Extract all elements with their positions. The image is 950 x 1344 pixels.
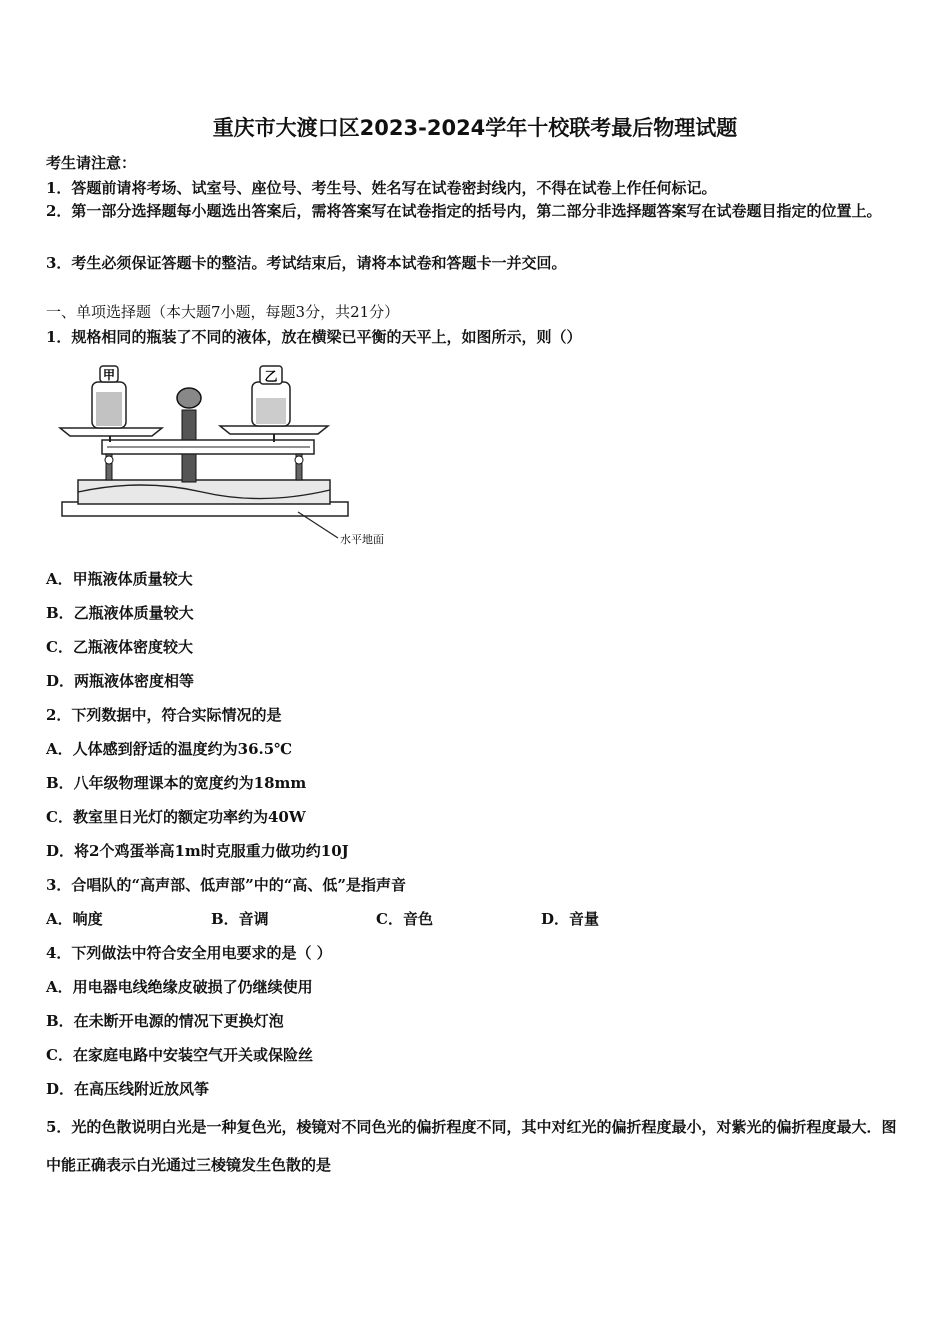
notice-item-1: 1．答题前请将考场、试室号、座位号、考生号、姓名写在试卷密封线内，不得在试卷上作任何标记。 <box>46 179 717 197</box>
balance-figure <box>52 360 402 552</box>
ground-label: 水平地面 <box>340 533 384 546</box>
q3-option-a: A．响度 <box>46 910 103 928</box>
q4-option-a: A．用电器电线绝缘皮破损了仍继续使用 <box>46 978 313 996</box>
notice-heading: 考生请注意： <box>46 154 137 172</box>
q3-option-d: D．音量 <box>541 910 600 928</box>
left-bottle-label: 甲 <box>102 368 116 382</box>
question-4-stem: 4．下列做法中符合安全用电要求的是（ ） <box>46 944 332 962</box>
notice-item-3: 3．考生必须保证答题卡的整洁。考试结束后，请将本试卷和答题卡一并交回。 <box>46 254 567 272</box>
question-5-stem: 5．光的色散说明白光是一种复色光，棱镜对不同色光的偏折程度不同，其中对红光的偏折程度最小，对紫光的偏折程度最大．图中能正确表示白光通过三棱镜发生色散的是 <box>46 1118 897 1174</box>
q4-option-d: D．在高压线附近放风筝 <box>46 1080 210 1098</box>
question-3-stem: 3．合唱队的“高声部、低声部”中的“高、低”是指声音 <box>46 876 406 894</box>
q2-option-d: D．将2个鸡蛋举高1m时克服重力做功约10J <box>46 842 349 860</box>
page-title: 重庆市大渡口区2023-2024学年十校联考最后物理试题 <box>212 116 738 140</box>
q2-option-a: A．人体感到舒适的温度约为36.5℃ <box>46 740 293 758</box>
q1-option-d: D．两瓶液体密度相等 <box>46 672 195 690</box>
q1-option-c: C．乙瓶液体密度较大 <box>46 638 193 656</box>
question-2-stem: 2．下列数据中，符合实际情况的是 <box>46 706 282 724</box>
q3-option-b: B．音调 <box>211 910 269 928</box>
q4-option-b: B．在未断开电源的情况下更换灯泡 <box>46 1012 284 1030</box>
q4-option-c: C．在家庭电路中安装空气开关或保险丝 <box>46 1046 313 1064</box>
q2-option-b: B．八年级物理课本的宽度约为18mm <box>46 774 307 792</box>
question-1-stem: 1．规格相同的瓶装了不同的液体，放在横梁已平衡的天平上，如图所示，则（） <box>46 328 582 346</box>
q1-option-b: B．乙瓶液体质量较大 <box>46 604 194 622</box>
right-bottle-label: 乙 <box>264 370 278 385</box>
q1-option-a: A．甲瓶液体质量较大 <box>46 570 193 588</box>
q3-option-c: C．音色 <box>376 910 433 928</box>
notice-item-2: 2．第一部分选择题每小题选出答案后，需将答案写在试卷指定的括号内，第二部分非选择题答案写在试卷题目指定的位置上。 <box>46 202 882 220</box>
section-heading: 一、单项选择题（本大题7小题，每题3分，共21分） <box>46 303 400 321</box>
q2-option-c: C．教室里日光灯的额定功率约为40W <box>46 808 306 826</box>
